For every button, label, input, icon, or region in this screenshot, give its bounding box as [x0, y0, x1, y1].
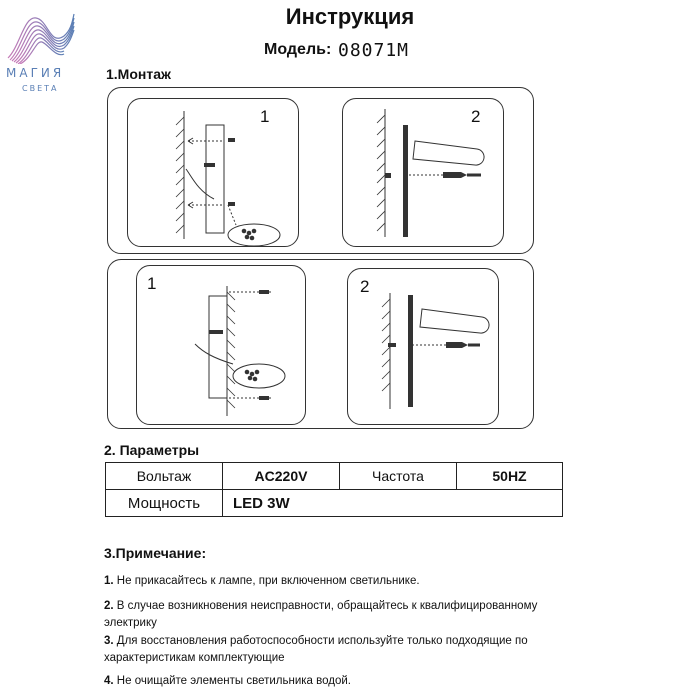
parameters-heading: 2. Параметры	[104, 442, 200, 458]
table-cell: Мощность	[106, 490, 223, 517]
notes-heading: 3.Примечание:	[104, 545, 207, 561]
table-cell: LED 3W	[223, 490, 563, 517]
note-item	[104, 598, 574, 632]
mounting-diagram-icon	[128, 99, 298, 246]
note-number: 2.	[104, 600, 114, 612]
step-number: 2	[471, 107, 481, 126]
note-text: Не прикасайтесь к лампе, при включенном светильнике.	[116, 575, 420, 587]
diagram-bottom-right	[347, 268, 499, 425]
table-cell: Вольтаж	[106, 463, 223, 490]
step-number: 1	[147, 274, 157, 293]
table-cell: AC220V	[223, 463, 340, 490]
note-item	[104, 673, 574, 690]
note-item	[104, 633, 574, 667]
table-cell: 50HZ	[457, 463, 563, 490]
step-number: 1	[260, 107, 270, 126]
note-item	[104, 573, 574, 590]
diagram-top-left	[127, 98, 299, 247]
model-label: Модель:	[264, 41, 332, 58]
note-number: 4.	[104, 675, 114, 687]
parameters-table	[105, 462, 563, 517]
note-text: Не очищайте элементы светильника водой.	[116, 675, 351, 687]
table-row	[106, 463, 563, 490]
table-row	[106, 490, 563, 517]
diagram-bottom-left	[136, 265, 306, 425]
diagram-top-right	[342, 98, 504, 247]
lamp-mounted-horizontal-icon	[348, 269, 498, 424]
installation-heading: 1.Монтаж	[106, 66, 171, 82]
note-text: В случае возникновения неисправности, обращайтесь к квалифицированному электрику	[104, 600, 538, 629]
step-number: 2	[360, 277, 370, 296]
page-title: Инструкция	[285, 4, 415, 29]
table-cell: Частота	[340, 463, 457, 490]
brand-tagline: СВЕТА	[22, 84, 59, 93]
note-number: 1.	[104, 575, 114, 587]
mounting-diagram-horizontal-icon	[137, 266, 305, 424]
note-text: Для восстановления работоспособности используйте только подходящие по характеристикам комплектующие	[104, 635, 528, 664]
model-value: 08071M	[338, 40, 410, 61]
brand-name: МАГИЯ	[6, 66, 65, 80]
note-number: 3.	[104, 635, 114, 647]
